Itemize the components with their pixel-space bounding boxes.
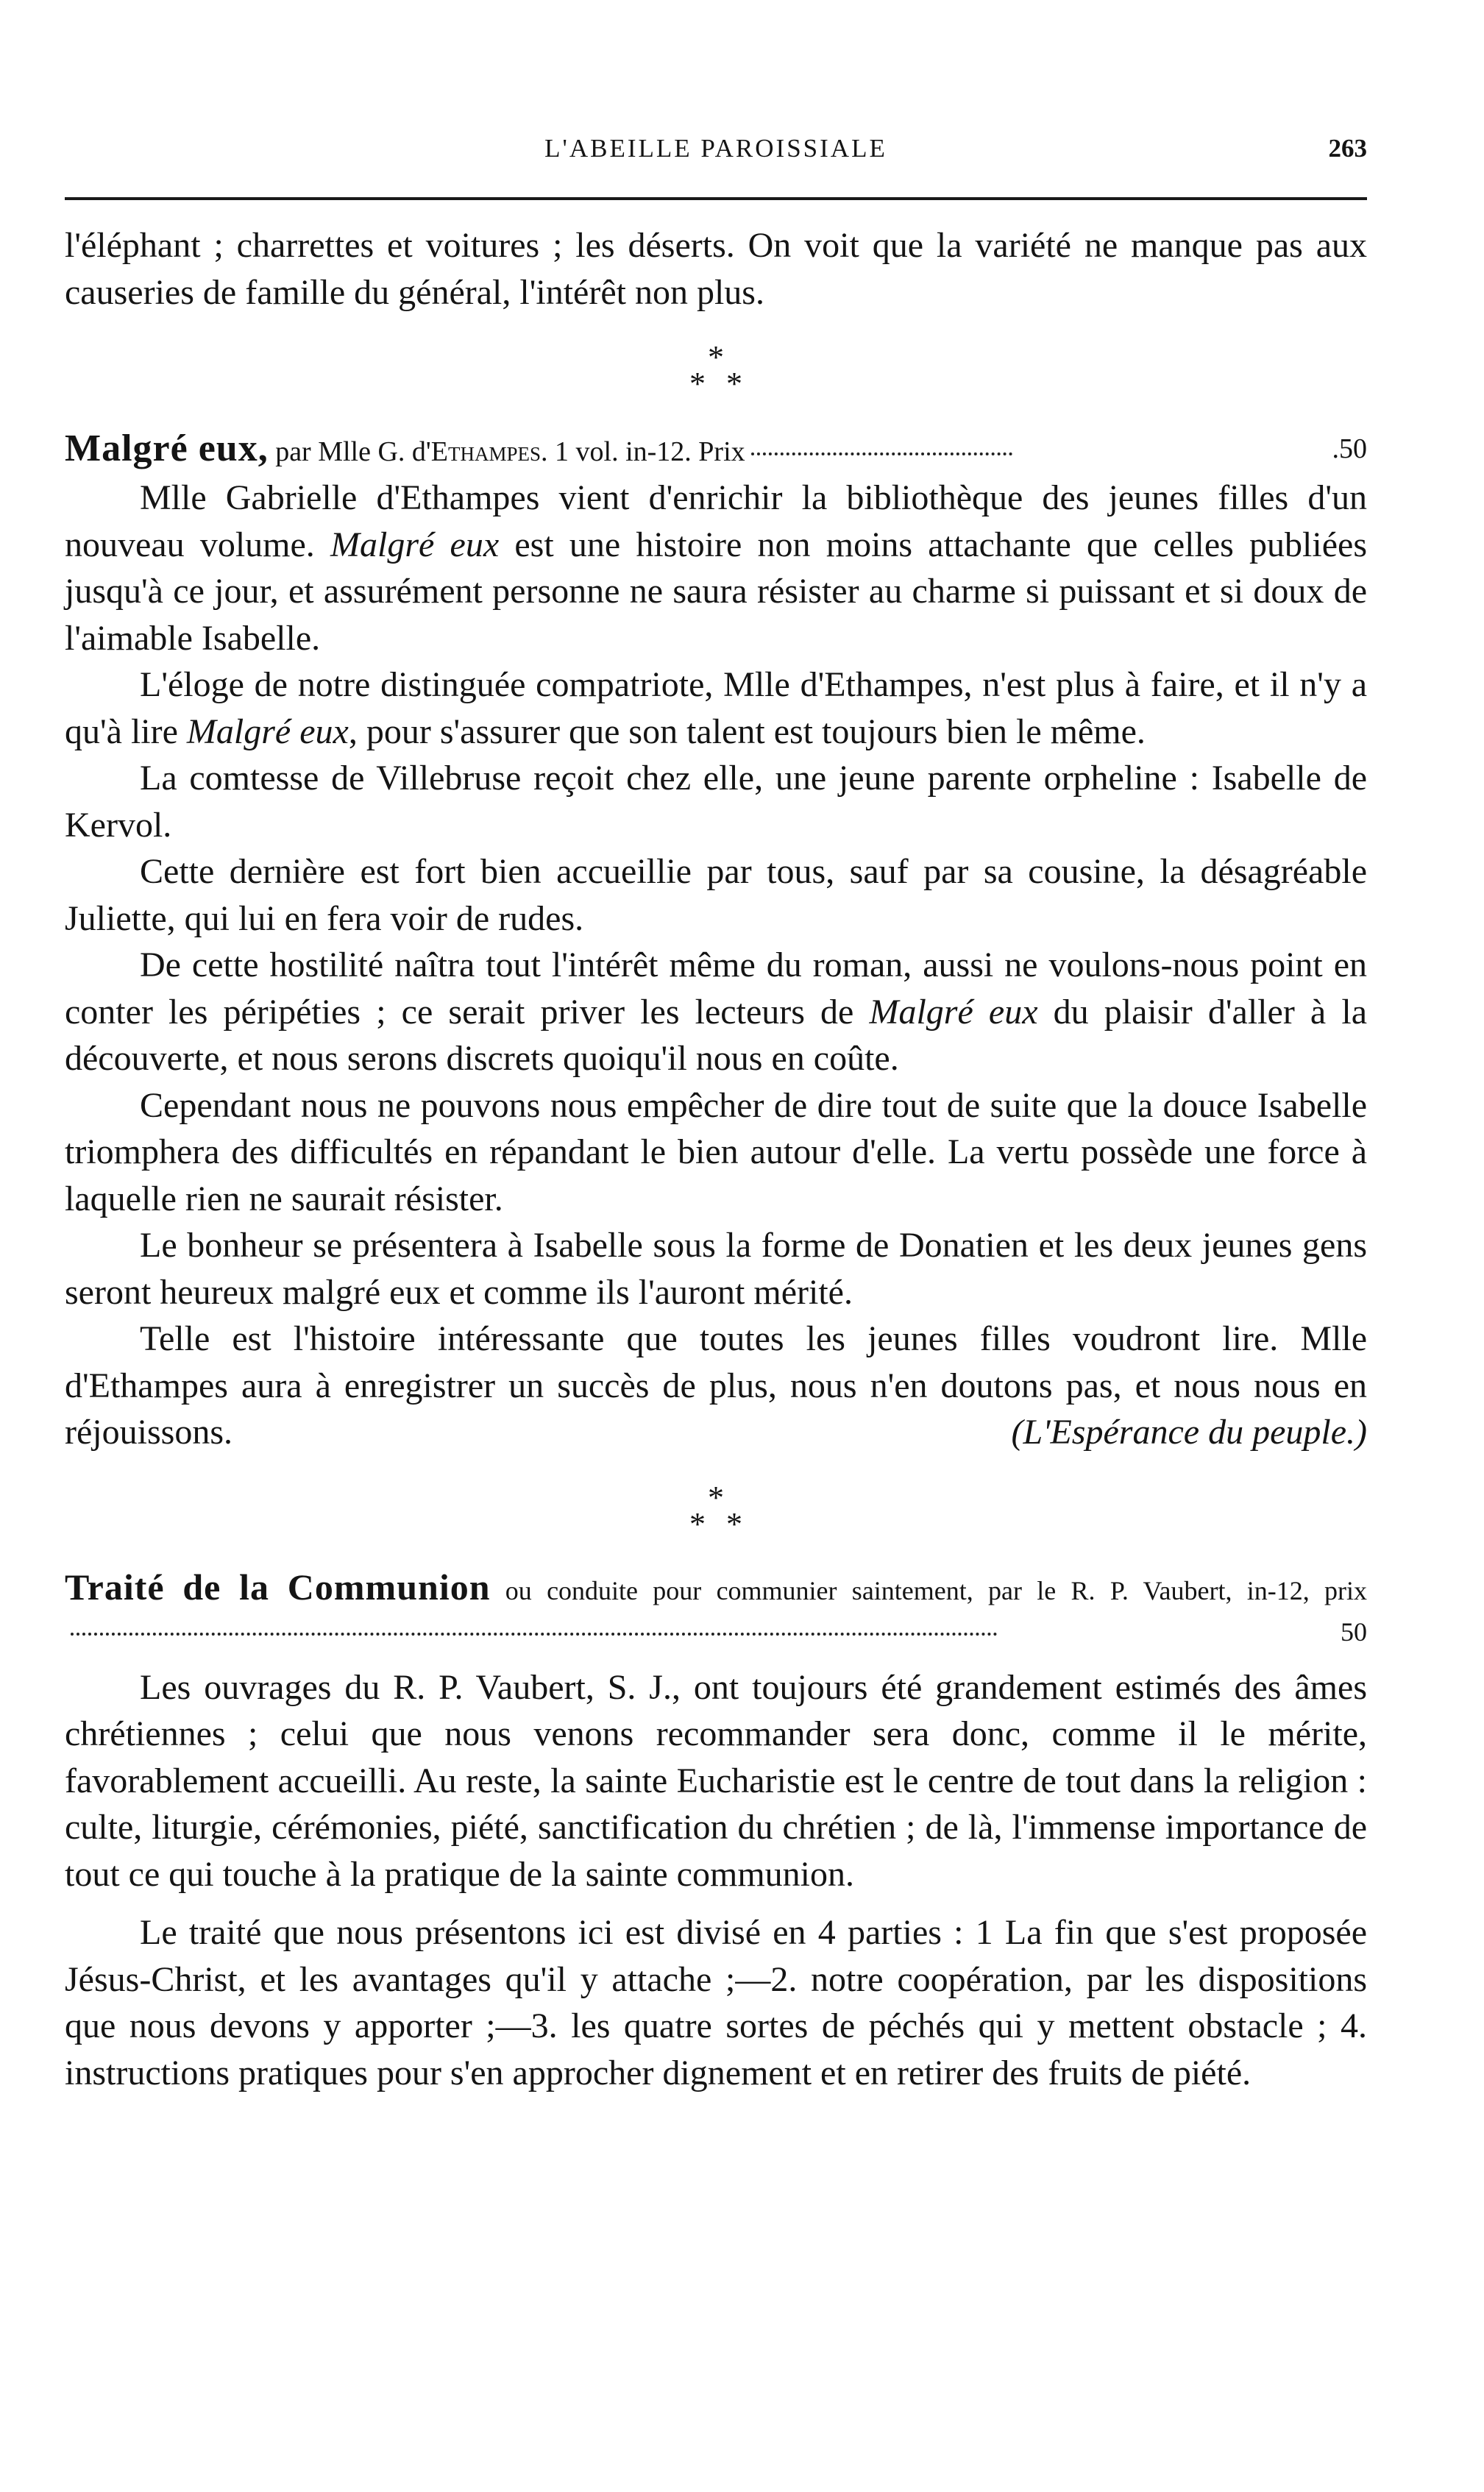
review-malgre-eux	[65, 426, 1367, 1456]
intro-paragraph: l'éléphant ; charrettes et voitures ; les déserts. On voit que la variété ne manque pas aux causeries de famille du général, l'intérêt non plus.	[65, 226, 1367, 312]
entry-price: .50	[1332, 433, 1367, 464]
review-paragraph: Les ouvrages du R. P. Vaubert, S. J., ont toujours été grandement estimés des âmes chrétiennes ; celui que nous venons recommander sera donc, comme il le mérite, favorablement accueilli. Au reste, la sainte Eucharistie est le centre de tout dans la religion : culte, liturgie, cérémonies, piété, sanctification du chrétien ; de là, l'immense importance de tout ce qui touche à la pratique de la sainte communion.	[65, 1667, 1367, 1894]
review-traite-communion	[65, 1566, 1367, 2097]
text-run: est une histoire non moins attachante que celles publiées jusqu'à ce jour, et assurément personne ne saura résister au charme si puissant et si doux de l'aimable Isabelle.	[65, 525, 1367, 658]
text-run: De cette hostilité naîtra tout l'intérêt même du roman, aussi ne voulons-nous point en conter les péripéties ; ce serait priver les lecteurs de	[65, 945, 1367, 1032]
entry-by: par Mlle G. d'	[268, 436, 431, 467]
text-run: du plaisir d'aller à la découverte, et nous serons discrets quoiqu'il nous en coûte.	[65, 992, 1367, 1078]
book-title-italic: Malgré eux	[186, 711, 349, 751]
review-paragraph	[65, 942, 1367, 1082]
review-paragraph	[65, 475, 1367, 661]
review-paragraph	[65, 1316, 1367, 1456]
entry-author: Ethampes	[430, 436, 542, 467]
review-entry-line	[65, 1566, 1367, 1653]
review-paragraph: Cependant nous ne pouvons nous empêcher de dire tout de suite que la douce Isabelle triomphera des difficultés en répandant le bien autour d'elle. La vertu possède une force à laquelle rien ne saurait résister.	[65, 1085, 1367, 1218]
spacer	[65, 1898, 1367, 1909]
text-run: Telle est l'histoire intéressante que toutes les jeunes filles voudront lire. Mlle d'Ethampes aura à enregistrer un succès de plus, nous n'en doutons pas, et nous nous en réjouissons.	[65, 1319, 1367, 1452]
header-rule	[65, 197, 1367, 200]
entry-details: . 1 vol. in-12. Prix	[541, 436, 745, 467]
review-paragraph: Cette dernière est fort bien accueillie par tous, sauf par sa cousine, la désagréable Juliette, qui lui en fera voir de rudes.	[65, 852, 1367, 938]
running-title: L'ABEILLE PAROISSIALE	[544, 134, 887, 163]
text-run: Mlle Gabrielle d'Ethampes vient d'enrichir la bibliothèque des jeunes filles d'un nouveau volume.	[65, 478, 1367, 564]
book-title-italic: Malgré eux	[869, 992, 1038, 1032]
dot-leader	[751, 452, 1012, 455]
review-paragraph: La comtesse de Villebruse reçoit chez elle, une jeune parente orpheline : Isabelle de Kervol.	[65, 759, 1367, 845]
spacer	[65, 1653, 1367, 1664]
review-paragraph: Le traité que nous présentons ici est divisé en 4 parties : 1 La fin que s'est proposée Jésus-Christ, et les avantages qu'il y attache ;—2. notre coopération, par les dispositions que nous devons y apporter ;—3. les quatre sortes de péchés qui y mettent obstacle ; 4. instructions pratiques pour s'en approcher dignement et en retirer des fruits de piété.	[65, 1913, 1367, 2092]
dot-leader	[71, 1633, 998, 1636]
page-header	[65, 134, 1367, 175]
entry-details: ou conduite pour communier saintement, par le R. P. Vaubert, in-12, prix	[490, 1575, 1367, 1605]
review-paragraph: Le bonheur se présentera à Isabelle sous la forme de Donatien et les deux jeunes gens seront heureux malgré eux et comme ils l'auront mérité.	[65, 1226, 1367, 1312]
book-title: Traité de la Communion	[65, 1566, 491, 1608]
review-paragraph	[65, 661, 1367, 755]
review-source: (L'Espérance du peuple.)	[1011, 1413, 1367, 1452]
asterism-top: *	[708, 339, 724, 375]
asterism-bottom: **	[689, 1505, 763, 1542]
text-run: L'éloge de notre distinguée compatriote, Mlle d'Ethampes, n'est plus à faire, et il n'y a qu'à lire	[65, 665, 1367, 751]
text-run: , pour s'assurer que son talent est toujours bien le même.	[348, 711, 1146, 751]
section-asterism	[65, 316, 1367, 426]
asterism-bottom: **	[689, 366, 763, 402]
review-entry-line	[65, 426, 1367, 475]
book-page	[65, 0, 1367, 2492]
entry-price: 50	[1341, 1616, 1367, 1647]
book-title: Malgré eux,	[65, 427, 269, 469]
page-number: 263	[1328, 134, 1367, 163]
section-asterism	[65, 1456, 1367, 1566]
page-body	[65, 222, 1367, 2096]
book-title-italic: Malgré eux	[330, 525, 500, 564]
asterism-top: *	[708, 1479, 724, 1516]
